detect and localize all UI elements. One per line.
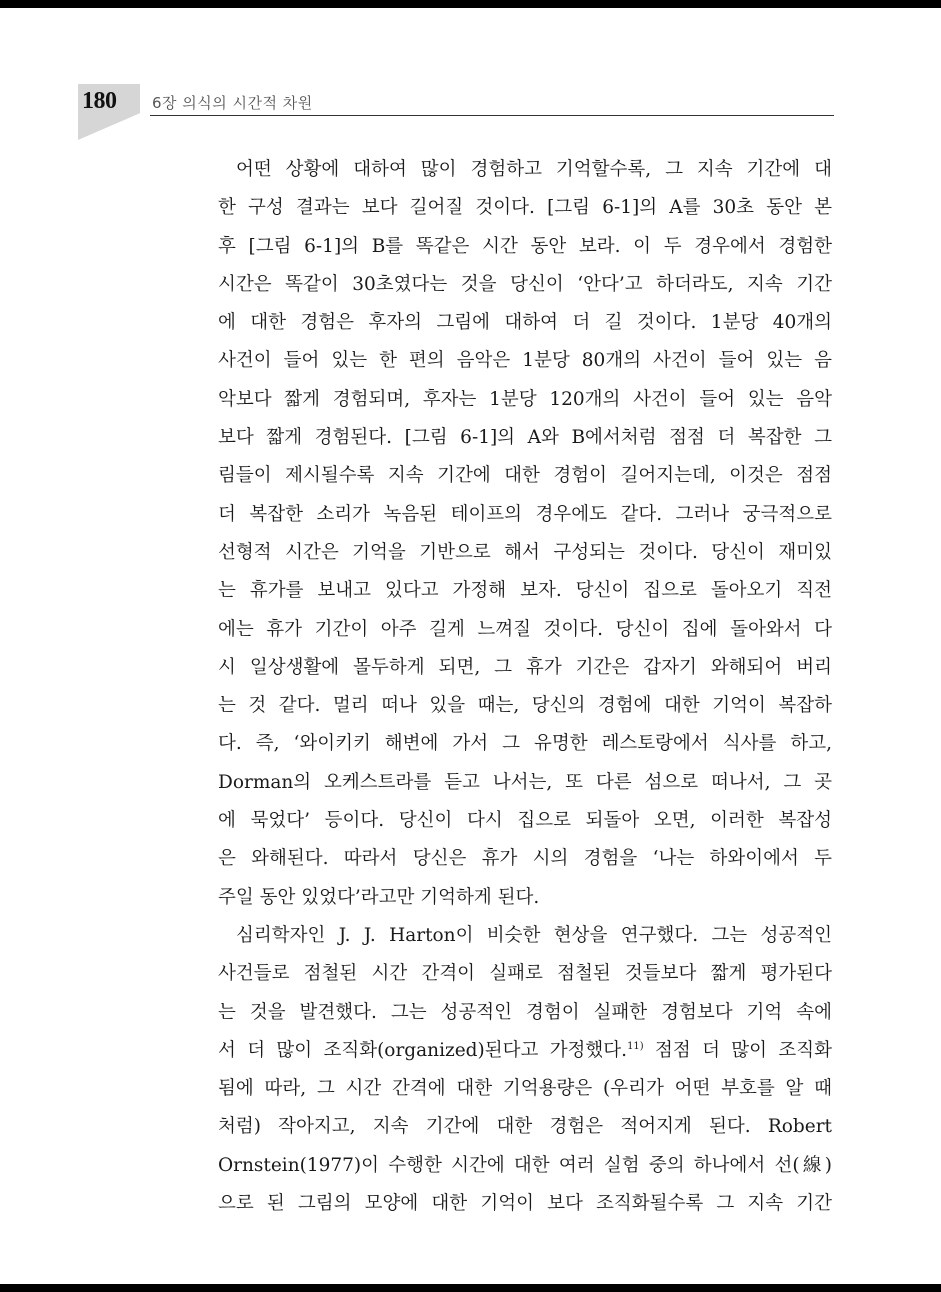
- text-line: 으로 된 그림의 모양에 대한 기억이 보다 조직화될수록 그 지속 기간: [218, 1193, 832, 1215]
- text-line: 는 것을 발견했다. 그는 성공적인 경험이 실패한 경험보다 기억 속에: [218, 1001, 832, 1023]
- text-segment: 서 더 많이 조직화(organized)된다고 가정했다.: [218, 1039, 628, 1061]
- bottom-border-bar: [0, 1284, 941, 1292]
- text-line: Dorman의 오케스트라를 듣고 나서는, 또 다른 섬으로 떠나서, 그 곳: [218, 771, 832, 793]
- text-line: 악보다 짧게 경험되며, 후자는 1분당 120개의 사건이 들어 있는 음악: [218, 388, 832, 410]
- text-line: 처럼) 작아지고, 지속 기간에 대한 경험은 적어지게 된다. Robert: [218, 1116, 832, 1138]
- text-line: 은 와해된다. 따라서 당신은 휴가 시의 경험을 ‘나는 하와이에서 두: [218, 848, 832, 870]
- text-line: 에는 휴가 기간이 아주 길게 느껴질 것이다. 당신이 집에 돌아와서 다: [218, 618, 832, 640]
- text-line: 심리학자인 J. J. Harton이 비슷한 현상을 연구했다. 그는 성공적인: [236, 924, 832, 946]
- text-line: 보다 짧게 경험된다. [그림 6-1]의 A와 B에서처럼 점점 더 복잡한 그: [218, 427, 832, 449]
- text-line: 됨에 따라, 그 시간 간격에 대한 기억용량은 (우리가 어떤 부호를 알 때: [218, 1078, 832, 1100]
- text-segment: 점점 더 많이 조직화: [643, 1039, 832, 1061]
- text-line: 시간은 똑같이 30초였다는 것을 당신이 ‘안다’고 하더라도, 지속 기간: [218, 273, 832, 295]
- text-line: 시 일상생활에 몰두하게 되면, 그 휴가 기간은 갑자기 와해되어 버리: [218, 656, 832, 678]
- body-text: [218, 151, 832, 1223]
- paragraph-1: [218, 151, 832, 917]
- paragraph-2: [218, 917, 832, 1223]
- text-line-with-footnote: [218, 1032, 832, 1070]
- text-line: 더 복잡한 소리가 녹음된 테이프의 경우에도 같다. 그러나 궁극적으로: [218, 503, 832, 525]
- text-line: 한 구성 결과는 보다 길어질 것이다. [그림 6-1]의 A를 30초 동안 본: [218, 197, 832, 219]
- text-line: 사건이 들어 있는 한 편의 음악은 1분당 80개의 사건이 들어 있는 음: [218, 350, 832, 372]
- text-line: 는 휴가를 보내고 있다고 가정해 보자. 당신이 집으로 돌아오기 직전: [218, 580, 832, 602]
- text-line: 는 것 같다. 멀리 떠나 있을 때는, 당신의 경험에 대한 기억이 복잡하: [218, 695, 832, 717]
- text-line: 에 묵었다’ 등이다. 당신이 다시 집으로 되돌아 오면, 이러한 복잡성: [218, 810, 832, 832]
- chapter-title: 6장 의식의 시간적 차원: [152, 94, 313, 112]
- text-line: 림들이 제시될수록 지속 기간에 대한 경험이 길어지는데, 이것은 점점: [218, 465, 832, 487]
- footnote-marker: 11): [627, 1040, 644, 1052]
- text-line: 다. 즉, ‘와이키키 해변에 가서 그 유명한 레스토랑에서 식사를 하고,: [218, 733, 832, 755]
- text-line: 주일 동안 있었다’라고만 기억하게 된다.: [218, 886, 540, 908]
- top-border-bar: [0, 0, 941, 8]
- text-line: 에 대한 경험은 후자의 그림에 대하여 더 길 것이다. 1분당 40개의: [218, 312, 832, 334]
- page-number: 180: [82, 88, 117, 114]
- text-line: Ornstein(1977)이 수행한 시간에 대한 여러 실험 중의 하나에서 선(線): [218, 1154, 832, 1176]
- text-line: 사건들로 점철된 시간 간격이 실패로 점철된 것들보다 짧게 평가된다: [218, 963, 832, 985]
- header-rule: [150, 115, 834, 116]
- text-line: 후 [그림 6-1]의 B를 똑같은 시간 동안 보라. 이 두 경우에서 경험한: [218, 235, 832, 257]
- text-line: 어떤 상황에 대하여 많이 경험하고 기억할수록, 그 지속 기간에 대: [236, 159, 832, 180]
- text-line: 선형적 시간은 기억을 기반으로 해서 구성되는 것이다. 당신이 재미있: [218, 541, 832, 563]
